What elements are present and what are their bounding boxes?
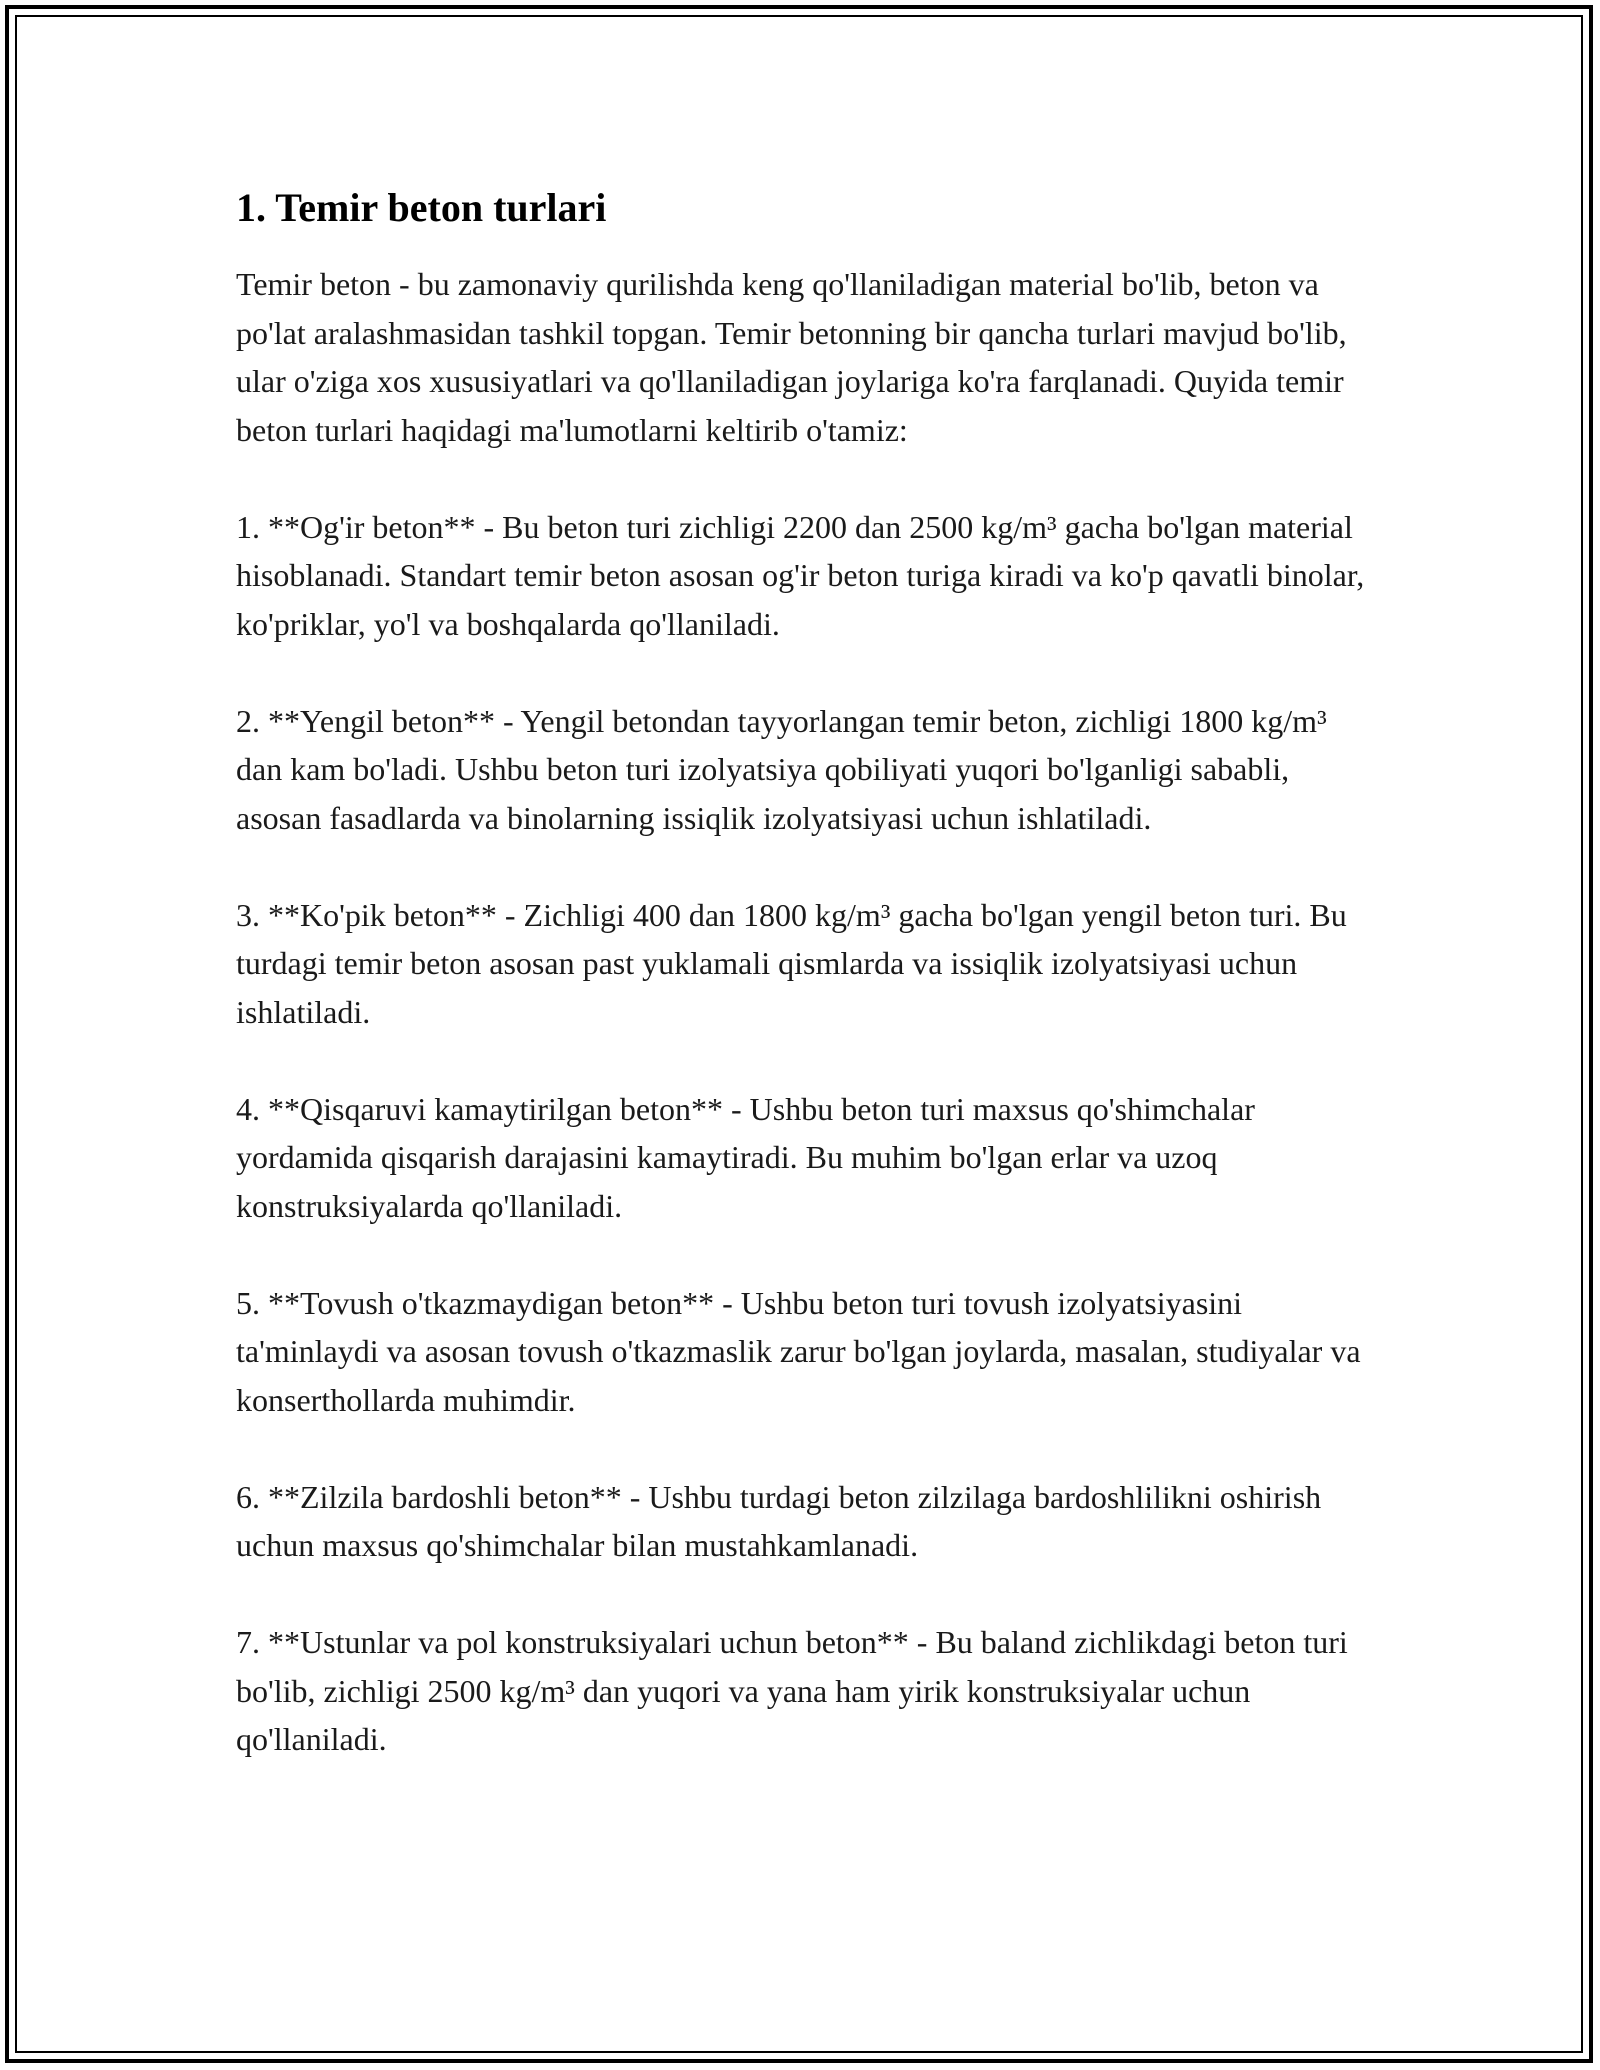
list-item-foam-concrete: 3. **Ko'pik beton** - Zichligi 400 dan 1800 kg/m³ gacha bo'lgan yengil beton turi. Bu turdagi temir beton asosan past yuklamali qismlarda va issiqlik izolyatsiyasi uchun ishlatiladi. [236, 896, 1347, 1030]
document-title: 1. Temir beton turlari [236, 185, 607, 230]
intro-paragraph: Temir beton - bu zamonaviy qurilishda keng qo'llaniladigan material bo'lib, beton va po'lat aralashmasidan tashkil topgan. Temir betonning bir qancha turlari mavjud bo'lib, ular o'ziga xos xususiyatlari va qo'llaniladigan joylariga ko'ra farqlanadi. Quyida temir beton turlari haqidagi ma'lumotlarni keltirib o'tamiz: [236, 266, 1347, 448]
list-item-heavy-concrete: 1. **Og'ir beton** - Bu beton turi zichligi 2200 dan 2500 kg/m³ gacha bo'lgan material hisoblanadi. Standart temir beton asosan og'ir beton turiga kiradi va ko'p qavatli binolar, ko'priklar, yo'l va boshqalarda qo'llaniladi. [236, 508, 1365, 642]
list-item-lightweight-concrete: 2. **Yengil beton** - Yengil betondan tayyorlangan temir beton, zichligi 1800 kg/m³ dan kam bo'ladi. Ushbu beton turi izolyatsiya qobiliyati yuqori bo'lganligi sababli, asosan fasadlarda va binolarning issiqlik izolyatsiyasi uchun ishlatiladi. [236, 702, 1327, 836]
list-item-seismic-resistant-concrete: 6. **Zilzila bardoshli beton** - Ushbu turdagi beton zilzilaga bardoshlilikni oshirish uchun maxsus qo'shimchalar bilan mustahkamlanadi. [236, 1478, 1322, 1563]
list-item-soundproof-concrete: 5. **Tovush o'tkazmaydigan beton** - Ushbu beton turi tovush izolyatsiyasini ta'minlaydi va asosan tovush o'tkazmaslik zarur bo'lgan joylarda, masalan, studiyalar va konserthollarda muhimdir. [236, 1284, 1361, 1418]
list-item-column-floor-concrete: 7. **Ustunlar va pol konstruksiyalari uchun beton** - Bu baland zichlikdagi beton turi bo'lib, zichligi 2500 kg/m³ dan yuqori va yana ham yirik konstruksiyalar uchun qo'llaniladi. [236, 1624, 1348, 1757]
document-body [236, 184, 1376, 1812]
list-item-low-shrinkage-concrete: 4. **Qisqaruvi kamaytirilgan beton** - Ushbu beton turi maxsus qo'shimchalar yordamida qisqarish darajasini kamaytiradi. Bu muhim bo'lgan erlar va uzoq konstruksiyalarda qo'llaniladi. [236, 1090, 1255, 1224]
